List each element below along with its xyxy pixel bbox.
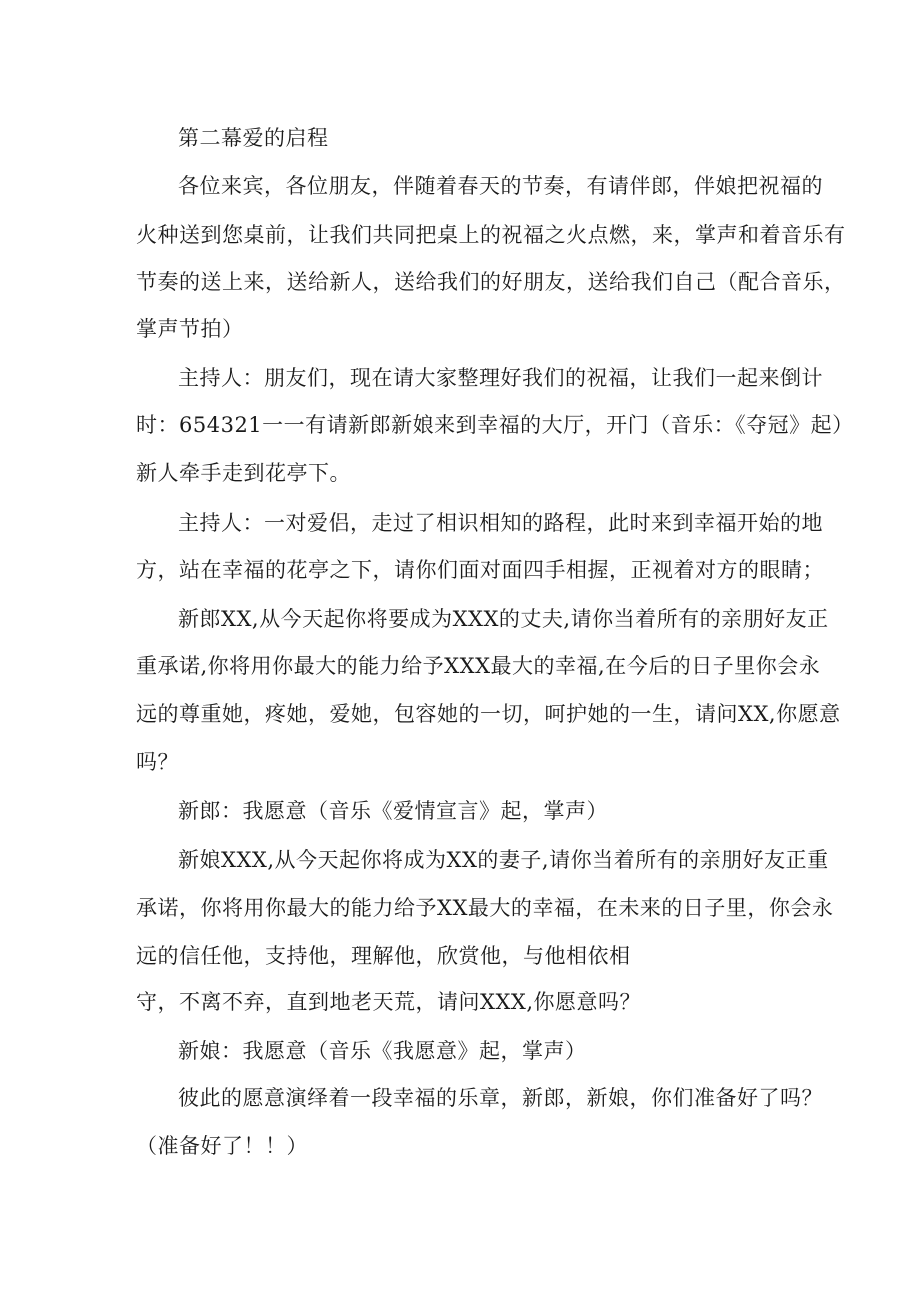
paragraph-line: 新郎：我愿意（音乐《爱情宣言》起，掌声） xyxy=(178,799,608,823)
paragraph-line: 新人牵手走到花亭下。 xyxy=(136,461,351,485)
section-heading: 第二幕爱的启程 xyxy=(178,126,329,150)
paragraph-line: 各位来宾，各位朋友，伴随着春天的节奏，有请伴郎，伴娘把祝福的 xyxy=(178,174,823,198)
paragraph-line: 火种送到您桌前，让我们共同把桌上的祝福之火点燃，来，掌声和着音乐有 xyxy=(136,223,846,247)
paragraph-line: 新娘XXX,从今天起你将成为XX的妻子,请你当着所有的亲朋好友正重 xyxy=(178,848,829,872)
paragraph-line: 守，不离不弃，直到地老天荒，请问XXX,你愿意吗？ xyxy=(136,990,642,1014)
paragraph-line: （准备好了！！） xyxy=(136,1134,308,1158)
paragraph-line: 承诺，你将用你最大的能力给予XX最大的幸福，在未来的日子里，你会永 xyxy=(136,896,834,920)
paragraph-line: 时：654321一一有请新郎新娘来到幸福的大厅，开门（音乐：《夺冠》起） xyxy=(136,413,854,437)
paragraph-line: 新娘：我愿意（音乐《我愿意》起，掌声） xyxy=(178,1039,587,1063)
paragraph-line: 新郎XX,从今天起你将要成为XXX的丈夫,请你当着所有的亲朋好友正 xyxy=(178,607,829,631)
paragraph-line: 重承诺,你将用你最大的能力给予XXX最大的幸福,在今后的日子里你会永 xyxy=(136,654,821,678)
paragraph-line: 远的信任他，支持他，理解他，欣赏他，与他相依相 xyxy=(136,944,631,968)
paragraph-line: 远的尊重她，疼她，爱她，包容她的一切，呵护她的一生，请问XX,你愿意 xyxy=(136,702,841,726)
paragraph-line: 节奏的送上来，送给新人，送给我们的好朋友，送给我们自己（配合音乐， xyxy=(136,270,846,294)
paragraph-line: 方，站在幸福的花亭之下，请你们面对面四手相握，正视着对方的眼睛； xyxy=(136,558,824,582)
paragraph-line: 主持人：一对爱侣，走过了相识相知的路程，此时来到幸福开始的地 xyxy=(178,511,823,535)
paragraph-line: 吗？ xyxy=(136,750,179,774)
paragraph-line: 掌声节拍） xyxy=(136,317,244,341)
paragraph-line: 主持人：朋友们，现在请大家整理好我们的祝福，让我们一起来倒计 xyxy=(178,366,823,390)
paragraph-line: 彼此的愿意演绎着一段幸福的乐章，新郎，新娘，你们准备好了吗？ xyxy=(178,1086,823,1110)
